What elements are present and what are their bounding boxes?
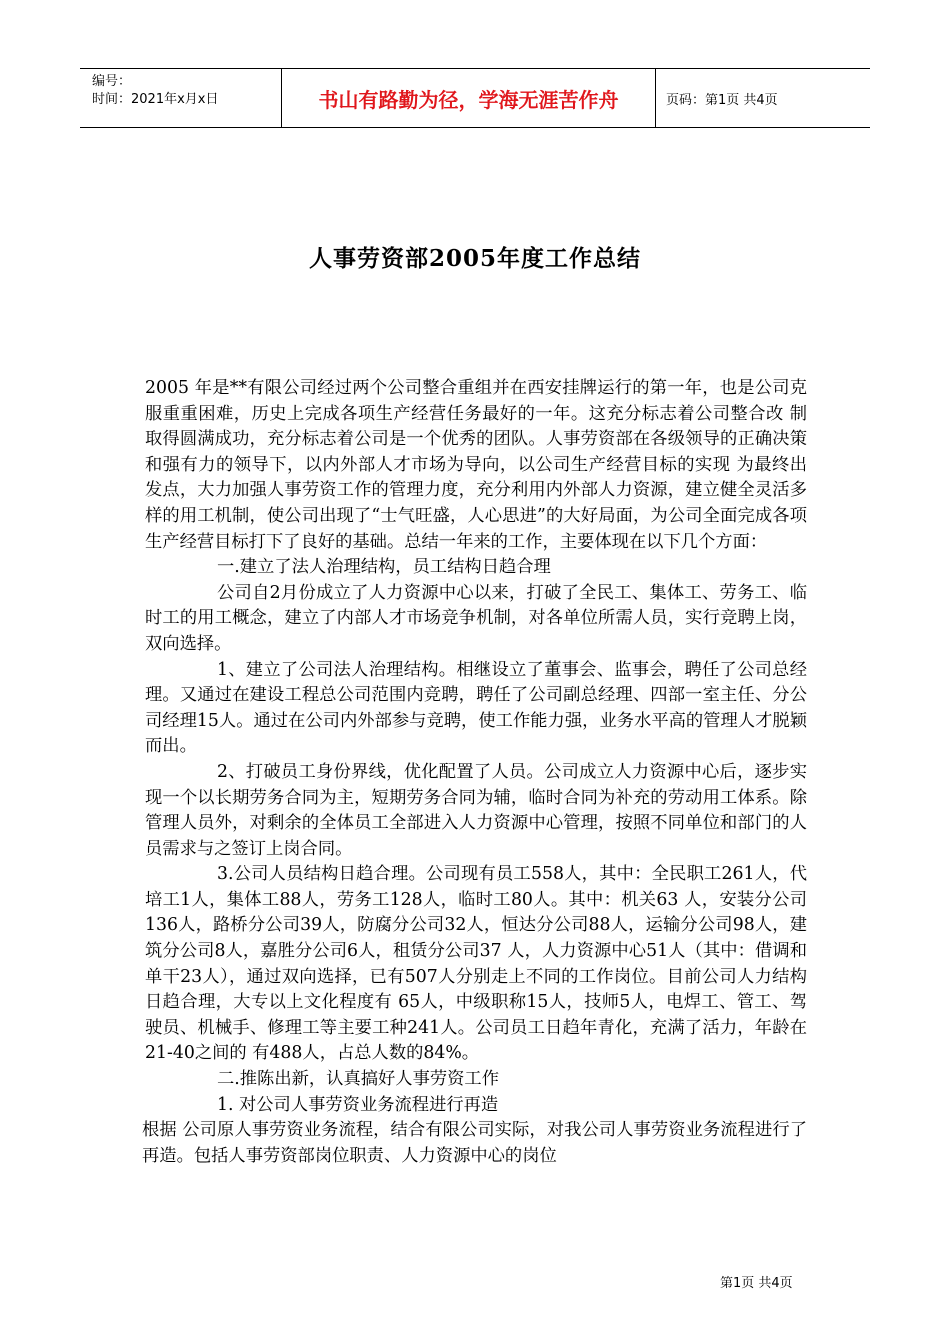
- body-paragraph: 1、建立了公司法人治理结构。相继设立了董事会、监事会，聘任了公司总经理。又通过在建设工程总公司范围内竞聘，聘任了公司副总经理、四部一室主任、分公司经理15人。通过在公司内外部参与竞聘，使工作能力强，业务水平高的管理人才脱颖而出。: [145, 659, 807, 757]
- section-heading: 二.推陈出新，认真搞好人事劳资工作: [217, 1069, 499, 1090]
- body-paragraph: 2005 年是**有限公司经过两个公司整合重组并在西安挂牌运行的第一年，也是公司克服重重困难，历史上完成各项生产经营任务最好的一年。这充分标志着公司整合改 制取得圆满成功，充分标志着公司是一个优秀的团队。人事劳资部在各级领导的正确决策和强有力的领导下，以内外部人才市场为导向，以公司生产经营目标的实现 为最终出发点，大力加强人事劳资工作的管理力度，充分利用内外部人力资源，建立健全灵活多样的用工机制，使公司出现了“士气旺盛，人心思进”的大好局面，为公司全面完成各项生产经营目标打下了良好的基础。总结一年来的工作，主要体现在以下几个方面：: [145, 378, 807, 552]
- page-header: [80, 68, 870, 128]
- header-meta: [80, 69, 282, 127]
- subsection-heading: 1. 对公司人事劳资业务流程进行再造: [217, 1094, 499, 1115]
- body-paragraph: 3.公司人员结构日趋合理。公司现有员工558人，其中：全民职工261人，代培工1人，集体工88人，劳务工128人，临时工80人。其中：机关63 人，安装分公司136人，路桥分公司39人，防腐分公司32人，恒达分公司88人，运输分公司98人，建筑分公司8人，嘉胜分公司6人，租赁分公司37 人，人力资源中心51人（其中：借调和单干23人），通过双向选择，已有507人分别走上不同的工作岗位。目前公司人力结构日趋合理，大专以上文化程度有 65人，中级职称15人，技师5人，电焊工、管工、驾驶员、机械手、修理工等主要工种241人。公司员工日趋年青化，充满了活力，年龄在21-40之间的 有488人，占总人数的84%。: [145, 864, 807, 1064]
- document-title: 人事劳资部2005年度工作总结: [308, 245, 641, 272]
- header-page-info: 页码：第1页 共4页: [666, 92, 778, 108]
- body-paragraph: 公司自2月份成立了人力资源中心以来，打破了全民工、集体工、劳务工、临时工的用工概念，建立了内部人才市场竞争机制，对各单位所需人员，实行竞聘上岗，双向选择。: [145, 582, 807, 654]
- document-number-label: 编号：: [92, 74, 132, 89]
- section-heading: 一.建立了法人治理结构，员工结构日趋合理: [217, 557, 551, 578]
- document-body: [142, 376, 807, 1169]
- page-footer: 第1页 共4页: [720, 1276, 793, 1291]
- body-paragraph: 根据 公司原人事劳资业务流程，结合有限公司实际，对我公司人事劳资业务流程进行了再造。包括人事劳资部岗位职责、人力资源中心的岗位: [142, 1120, 807, 1166]
- header-motto: 书山有路勤为径，学海无涯苦作舟: [282, 69, 656, 127]
- document-time-label: 时间：2021年x月x日: [92, 92, 219, 107]
- body-paragraph: 2、打破员工身份界线，优化配置了人员。公司成立人力资源中心后，逐步实现一个以长期劳务合同为主，短期劳务合同为辅，临时合同为补充的劳动用工体系。除管理人员外，对剩余的全体员工全部进入人力资源中心管理，按照不同单位和部门的人员需求与之签订上岗合同。: [145, 761, 807, 859]
